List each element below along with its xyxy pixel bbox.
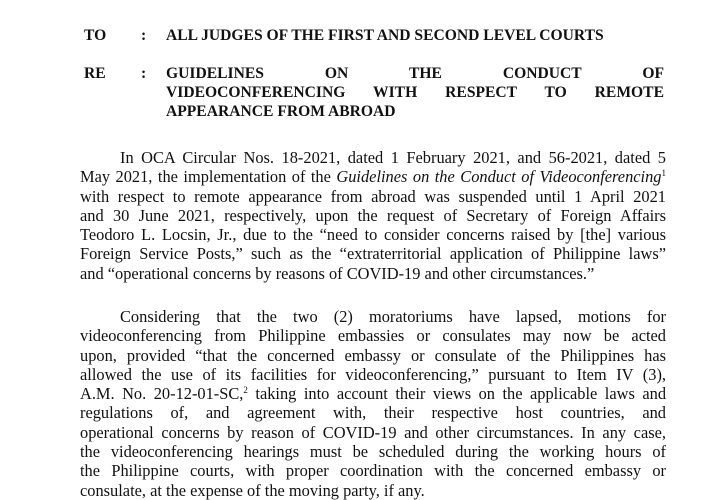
paragraph-line: the Philippine courts, with proper coordination with the concerned embassy or <box>80 461 666 481</box>
memo-re-subject <box>166 64 664 121</box>
paragraph-line: allowed the use of its facilities for videoconferencing,” pursuant to Item IV (3), <box>80 364 666 384</box>
paragraph-line: videoconferencing from Philippine embassies or consulates may now be acted <box>80 326 666 346</box>
paragraph-1 <box>80 148 666 283</box>
paragraph-line: Teodoro L. Locsin, Jr., due to the “need to consider concerns raised by [the] various <box>80 225 666 245</box>
paragraph-line <box>80 167 666 186</box>
paragraph-line: Foreign Service Posts,” such as the “extraterritorial application of Philippine laws” <box>80 244 666 264</box>
memo-re-label: RE <box>84 65 106 82</box>
guidelines-title: Guidelines on the Conduct of Videoconferencing <box>336 167 662 187</box>
paragraph-line <box>80 384 666 403</box>
paragraph-line: Considering that the two (2) moratoriums have lapsed, motions for <box>120 307 666 326</box>
memo-to-value: ALL JUDGES OF THE FIRST AND SECOND LEVEL COURTS <box>166 27 604 44</box>
paragraph-line: upon, provided “that the concerned embassy or consulate of the Philippines has <box>80 345 666 365</box>
paragraph-text: A.M. No. 20-12-01-SC, <box>80 384 244 404</box>
paragraph-line: regulations of, and agreement with, their respective host countries, and <box>80 403 666 423</box>
footnote-ref-2[interactable]: 2 <box>243 385 248 396</box>
paragraph-line: and “operational concerns by reasons of COVID-19 and other circumstances.” <box>80 263 595 283</box>
memo-re-line: GUIDELINES ON THE CONDUCT OF <box>166 65 664 82</box>
paragraph-text: taking into account their views on the applicable laws and <box>247 384 667 404</box>
paragraph-line: with respect to remote appearance from abroad was suspended until 1 April 2021 <box>80 186 666 206</box>
paragraph-line: consulate, at the expense of the moving party, if any. <box>80 480 425 500</box>
paragraph-line: and 30 June 2021, respectively, upon the request of Secretary of Foreign Affairs <box>80 205 666 225</box>
memo-re-line: VIDEOCONFERENCING WITH RESPECT TO REMOTE <box>166 84 664 101</box>
paragraph-line: the videoconferencing hearings must be scheduled during the working hours of <box>80 442 666 462</box>
paragraph-text: May 2021, the implementation of the <box>80 167 337 187</box>
paragraph-2 <box>80 307 666 500</box>
paragraph-line: In OCA Circular Nos. 18-2021, dated 1 February 2021, and 56-2021, dated 5 <box>120 148 666 167</box>
paragraph-line: operational concerns by reason of COVID-19 and other circumstances. In any case, <box>80 422 666 442</box>
footnote-ref-1[interactable]: 1 <box>661 168 666 179</box>
memo-to-colon: : <box>141 27 147 44</box>
memo-re-line: APPEARANCE FROM ABROAD <box>166 103 396 120</box>
memo-to-label: TO <box>84 27 107 44</box>
memo-re-colon: : <box>141 65 147 82</box>
